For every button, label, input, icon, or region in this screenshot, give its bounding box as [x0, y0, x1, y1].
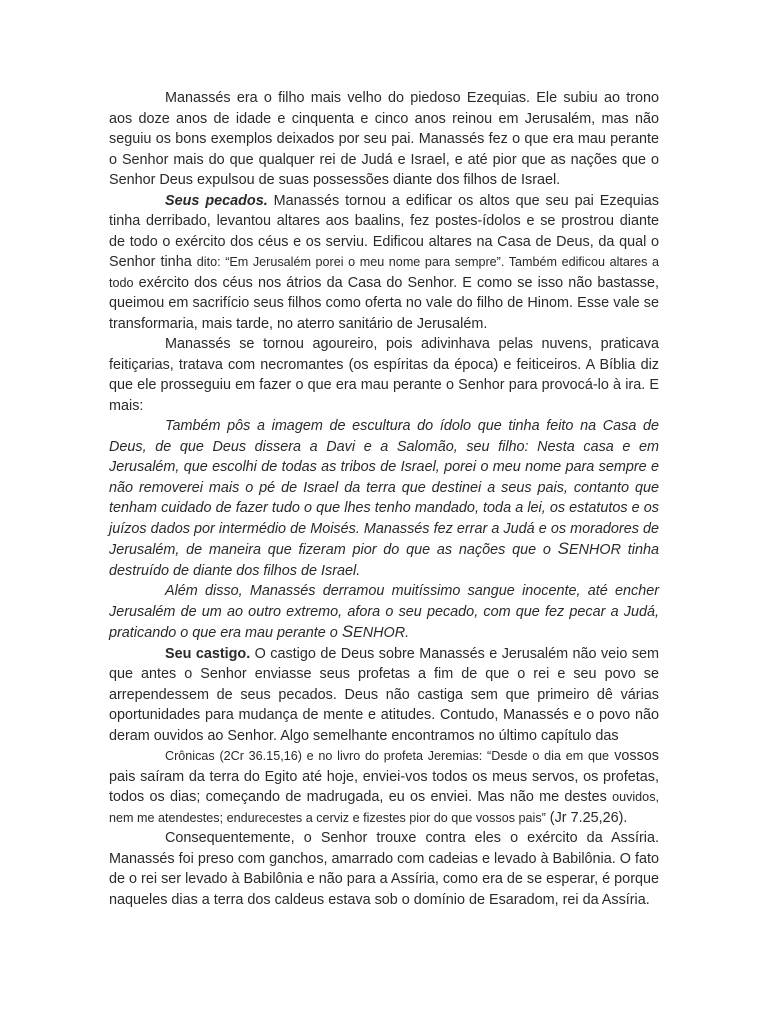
paragraph-consequence	[109, 828, 659, 910]
paragraph-prophets-text-c: ouvidos, nem me atendestes; endurecestes a cerviz e fizestes pior do que vossos pais”	[109, 790, 659, 825]
quote-1-lord-initial: S	[557, 539, 570, 558]
quote-2-lord-rest: ENHOR	[353, 625, 406, 641]
quote-2-text-b: .	[405, 625, 410, 641]
paragraph-intro-text: Manassés era o filho mais velho do piedoso Ezequias. Ele subiu ao trono aos doze anos de idade e cinquenta e cinco anos reinou em Jerusalém, mas não seguiu os bons exemplos deixados por seu pai. Manassés fez o que era mau perante o Senhor mais do que qualquer rei de Judá e Israel, e até pior que as nações que o Senhor Deus expulsou de suas possessões diante dos filhos de Israel.	[109, 90, 659, 188]
paragraph-sins-text-b: dito: “Em Jerusalém porei o meu nome para sempre”. Também edificou altares a todo	[109, 255, 659, 290]
paragraph-sins-text-a: Manassés tornou a edificar os altos que seu pai Ezequias tinha derribado, levantou altares aos baalins, fez postes-ídolos e se prostrou diante de todo o exército dos céus e os serviu. Edificou altares na Casa de Deus, da qual o Senhor tinha	[109, 192, 660, 270]
quote-2-text-a: Além disso, Manassés derramou muitíssimo sangue inocente, até encher Jerusalém de um ao outro extremo, afora o seu pecado, com que fez pecar a Judá, praticando o que era mau perante o	[109, 583, 659, 641]
paragraph-prophets-text-a: Crônicas (2Cr 36.15,16) e no livro do profeta Jeremias: “Desde o dia em que	[165, 749, 609, 763]
quote-block-2	[109, 581, 659, 644]
paragraph-intro	[109, 88, 659, 191]
paragraph-sorcery-text: Manassés se tornou agoureiro, pois adivinhava pelas nuvens, praticava feitiçarias, tratava com necromantes (os espíritas da época) e feiticeiros. A Bíblia diz que ele prosseguiu em fazer o que era mau perante o Senhor para provocá-lo à ira. E mais:	[109, 336, 659, 414]
paragraph-consequence-text: Consequentemente, o Senhor trouxe contra eles o exército da Assíria. Manassés foi preso com ganchos, amarrado com cadeias e levado à Babilônia. O fato de o rei ser levado à Babilônia e não para a Assíria, como era de se esperar, é porque naqueles dias a terra dos caldeus estava sob o domínio de Esaradom, rei da Assíria.	[109, 830, 659, 908]
quote-block-1	[109, 416, 659, 581]
document-page	[109, 88, 659, 910]
paragraph-sins-text-c: exército dos céus nos átrios da Casa do Senhor. E como se isso não bastasse, queimou em sacrifício seus filhos como oferta no vale do filho de Hinom. Esse vale se transformaria, mais tarde, no aterro sanitário de Jerusalém.	[109, 274, 659, 332]
paragraph-sorcery	[109, 334, 659, 416]
quote-1-lord-rest: ENHOR	[569, 542, 621, 558]
section-heading-sins: Seus pecados.	[165, 192, 268, 209]
paragraph-punishment-text: O castigo de Deus sobre Manassés e Jerusalém não veio sem que antes o Senhor enviasse seus profetas a fim de que o rei e seu povo se arrependessem de seus pecados. Deus não castiga sem que primeiro dê várias oportunidades para mudança de mente e atitudes. Contudo, Manassés e o povo não deram ouvidos ao Senhor. Algo semelhante encontramos no último capítulo das	[109, 645, 659, 744]
paragraph-prophets	[109, 746, 659, 828]
quote-1-text-b: tinha destruído de diante dos filhos de Israel.	[109, 542, 659, 579]
section-heading-punishment: Seu castigo.	[165, 645, 251, 662]
quote-2-lord-initial: S	[341, 622, 354, 641]
paragraph-punishment	[109, 644, 659, 747]
paragraph-sins	[109, 191, 659, 335]
paragraph-prophets-text-b: vossos pais saíram da terra do Egito até hoje, enviei-vos todos os meus servos, os profetas, todos os dias; começando de madrugada, eu os enviei. Mas não me destes	[109, 748, 659, 805]
paragraph-prophets-text-d: (Jr 7.25,26).	[545, 809, 628, 826]
quote-1-text-a: Também pôs a imagem de escultura do ídolo que tinha feito na Casa de Deus, de que Deus dissera a Davi e a Salomão, seu filho: Nesta casa e em Jerusalém, que escolhi de todas as tribos de Israel, porei o meu nome para sempre e não removerei mais o pé de Israel da terra que destinei a seus pais, contanto que tenham cuidado de fazer tudo o que lhes tenho mandado, toda a lei, os estatutos e os juízos dados por intermédio de Moisés. Manassés fez errar a Judá e os moradores de Jerusalém, de maneira que fizeram pior do que as nações que o	[109, 418, 659, 558]
